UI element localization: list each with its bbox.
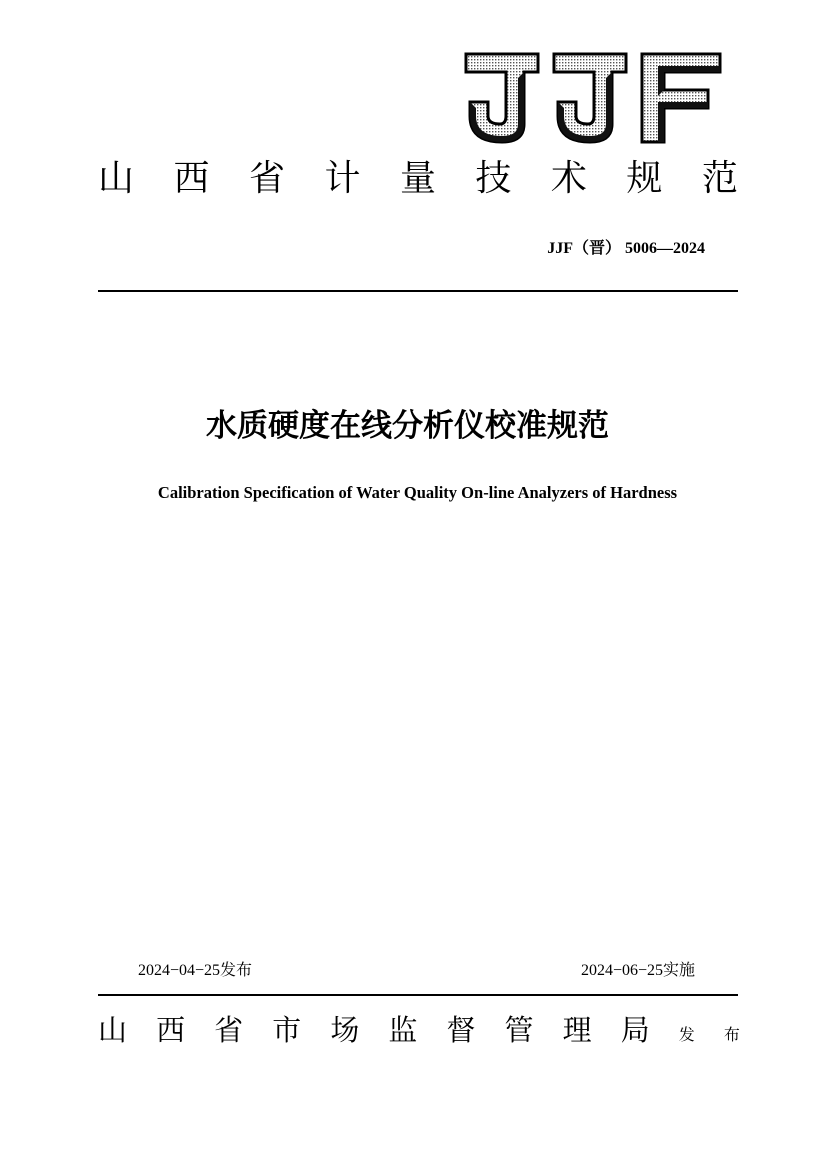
jjf-logo [462,50,722,146]
agency-char: 术 [550,158,587,199]
agency-char: 技 [475,158,512,199]
issue-date: 2024−04−25发布 [138,962,253,979]
english-title: Calibration Specification of Water Quality On-line Analyzers of Hardness [157,483,678,502]
agency-title [98,158,738,200]
publisher-char: 山 [98,1013,128,1047]
publisher-suffix-char: 发 [678,1025,695,1044]
logo-letter-j-first [466,54,538,142]
agency-char: 范 [701,158,738,199]
publisher-suffix-char: 布 [723,1025,740,1044]
publisher-char: 督 [446,1013,476,1047]
agency-char: 量 [399,158,436,199]
agency-char: 规 [626,158,663,199]
agency-char: 计 [324,158,361,199]
publisher-char: 西 [156,1013,186,1047]
publisher-char: 省 [214,1013,244,1047]
publisher-line [98,1010,740,1055]
publisher-char: 理 [562,1013,592,1047]
publisher-char: 监 [388,1013,418,1047]
chinese-title: 水质硬度在线分析仪校准规范 [206,408,609,444]
standard-code: JJF（晋） 5006—2024 [547,240,705,257]
agency-char: 省 [248,158,285,199]
publisher-char: 管 [504,1013,534,1047]
implementation-date: 2024−06−25实施 [580,962,695,979]
publisher-char: 局 [620,1013,650,1047]
top-divider [98,290,738,292]
agency-char: 西 [173,158,210,199]
agency-char: 山 [98,158,135,199]
publisher-char: 市 [272,1013,302,1047]
publisher-char: 场 [330,1013,360,1047]
bottom-divider [98,994,738,996]
logo-letter-f [642,54,720,142]
logo-letter-j-second [554,54,626,142]
